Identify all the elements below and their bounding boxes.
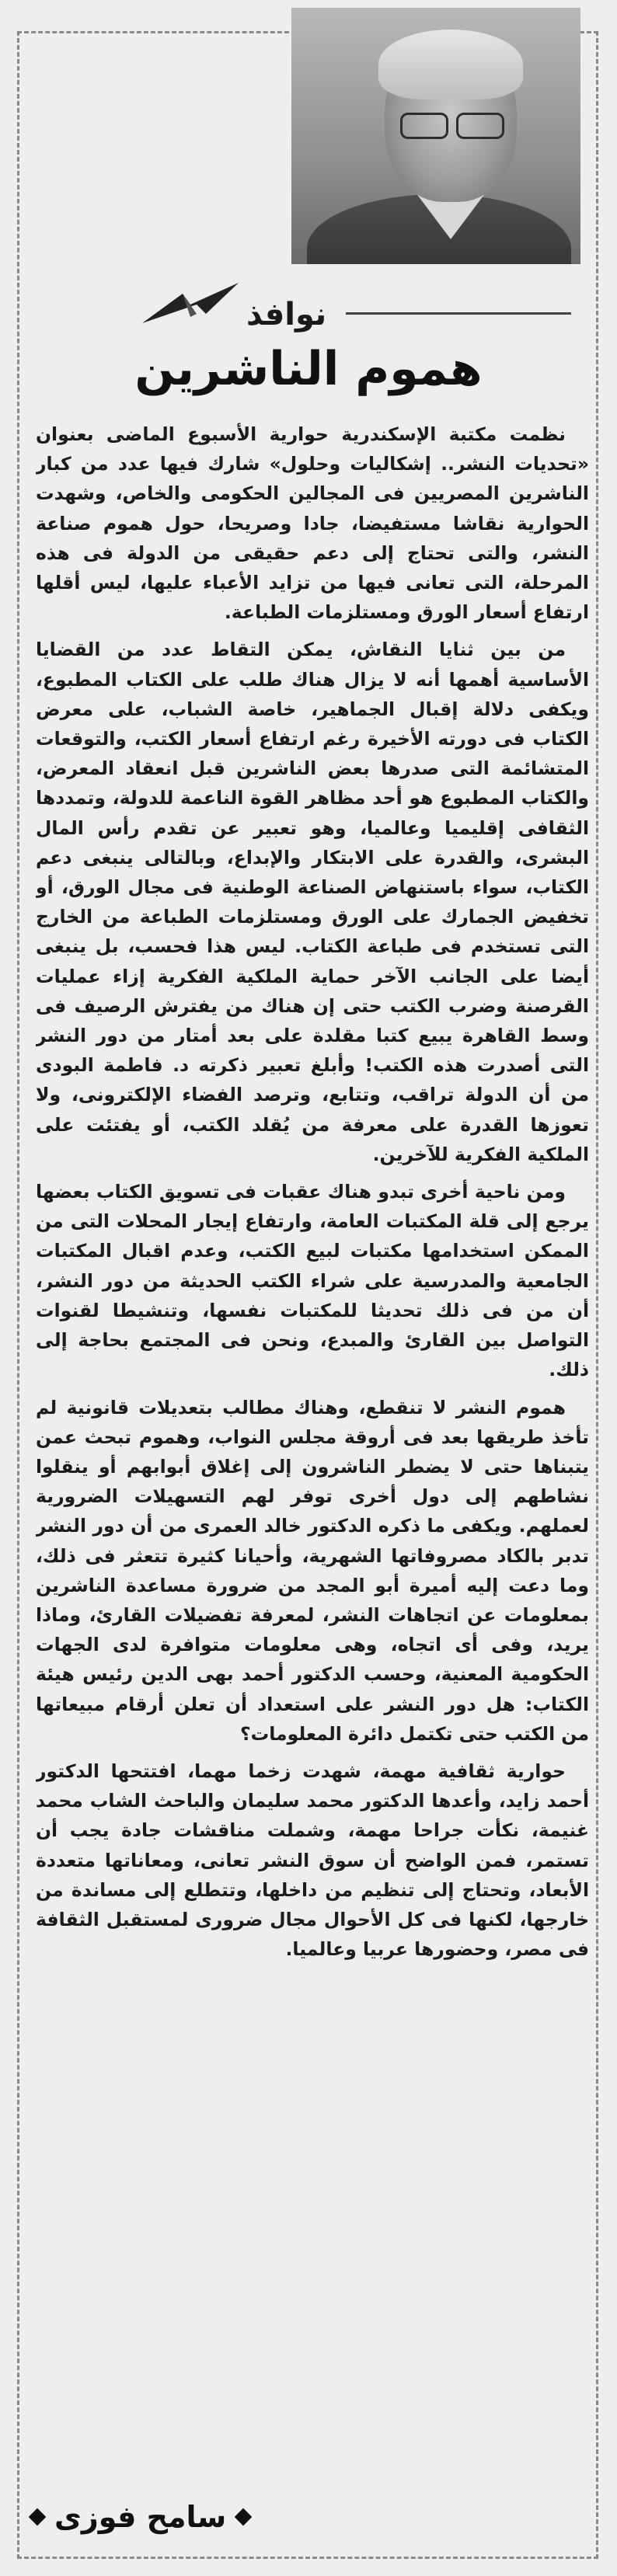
diamond-icon (235, 2508, 253, 2526)
author-photo (291, 8, 580, 264)
byline (31, 2490, 586, 2544)
photo-glasses (400, 113, 504, 136)
paragraph: ومن ناحية أخرى تبدو هناك عقبات فى تسويق الكتاب بعضها يرجع إلى قلة المكتبات العامة، وارتفاع إيجار المحلات التى من الممكن استخدامها مكتبات لبيع الكتب، وعدم اقبال المكتبات الجامعية والمدرسية على شراء الكتب الحديثة من دور النشر، أن من فى ذلك تحديثا للمكتبات نفسها، وتنشيطا لقنوات التواصل بين القارئ والمبدع، ونحن فى المجتمع بحاجة إلى ذلك. (36, 1181, 589, 1381)
paragraph: نظمت مكتبة الإسكندرية حوارية الأسبوع الماضى بعنوان «تحديات النشر.. إشكاليات وحلول» شارك فيها عدد من كبار الناشرين المصريين فى المجالين الحكومى والخاص، وشهدت الحوارية نقاشا مستفيضا، جادا وصريحا، حول هموم صناعة النشر، والتى تحتاج إلى دعم حقيقى من الدولة فى هذه المرحلة، التى تعانى فيها من تزايد الأعباء عليها، ليس أقلها ارتفاع أسعار الورق ومستلزمات الطباعة. (36, 423, 589, 624)
swoosh-logo-icon (136, 278, 245, 329)
paragraph: هموم النشر لا تنقطع، وهناك مطالب بتعديلات قانونية لم تأخذ طريقها بعد فى أروقة مجلس النواب، وهموم تبحث عمن يتبناها حتى لا يضطر الناشرون إلى إغلاق أبوابهم أو ينقلوا نشاطهم إلى دول أخرى توفر لهم التسهيلات الضرورية لعملهم. ويكفى ما ذكره الدكتور خالد العمرى من أن دور النشر تدبر بالكاد مصروفاتها الشهرية، وأحيانا كثيرة تتعثر فى ذلك، وما دعت إليه أميرة أبو المجد من ضرورة مساعدة الناشرين بمعلومات عن اتجاهات النشر، لمعرفة تفضيلات القارئ، وماذا يريد، وفى أى اتجاه، وهى معلومات متوافرة لدى الجهات الحكومية المعنية، وحسب الدكتور أحمد بهى الدين رئيس هيئة الكتاب: هل دور النشر على استعداد أن تعلن أرقام مبيعاتها من الكتب حتى تكتمل دائرة المعلومات؟ (36, 1396, 589, 1745)
paragraph: من بين ثنايا النقاش، يمكن التقاط عدد من القضايا الأساسية أهمها أنه لا يزال هناك طلب على الكتاب المطبوع، ويكفى دلالة إقبال الجماهير، خاصة الشباب، على معرض الكتاب فى دورته الأخيرة رغم ارتفاع أسعار الكتب، والتوقعات المتشائمة التى صدرها بعض الناشرين قبل انعقاد المعرض، والكتاب المطبوع هو أحد مظاهر القوة الناعمة للدولة، وتمددها الثقافى إقليميا وعالميا، وهو تعبير عن تقدم رأس المال البشرى، والقدرة على الابتكار والإبداع، وبالتالى ينبغى دعم الكتاب، سواء باستنهاض الصناعة الوطنية فى مجال الورق، أو تخفيض الجمارك على الورق ومستلزمات الطباعة من الخارج التى تستخدم فى طباعة الكتاب. ليس هذا فحسب، بل ينبغى أيضا على الجانب الآخر حماية الملكية الفكرية إزاء عمليات القرصنة وضرب الكتب حتى إن هناك من يفترش الرصيف فى وسط القاهرة يبيع كتبا مقلدة على بعد أمتار من دور النشر التى أصدرت هذه الكتب! وأبلغ تعبير ذكرته د. فاطمة البودى من أن الدولة تراقب، وتتابع، وترصد الفضاء الإلكترونى، ولا تعوزها القدرة على معرفة من يُقلد الكتب، أو يفتئت على الملكية الفكرية للآخرين. (36, 639, 589, 1165)
photo-hair (378, 30, 523, 99)
article-body (36, 419, 589, 2486)
article-title: هموم الناشرين (134, 342, 483, 396)
section-header (136, 278, 571, 332)
section-label: نوافذ (246, 297, 327, 332)
author-name: سامح فوزى (54, 2500, 227, 2534)
section-rule (346, 312, 571, 315)
diamond-icon (29, 2508, 47, 2526)
paragraph: حوارية ثقافية مهمة، شهدت زخما مهما، افتتحها الدكتور أحمد زايد، وأعدها الدكتور محمد سليمان والباحث الشاب محمد غنيمة، نكأت جراحا مهمة، وشملت مناقشات جادة يجب أن تستمر، فمن الواضح أن سوق النشر تعانى، ومعاناتها متعددة الأبعاد، وتحتاج إلى تنظيم من داخلها، وتتطلع إلى مساندة من خارجها، لكنها فى كل الأحوال مجال ضرورى لمستقبل الثقافة فى مصر، وحضورها عربيا وعالميا. (36, 1760, 589, 1961)
